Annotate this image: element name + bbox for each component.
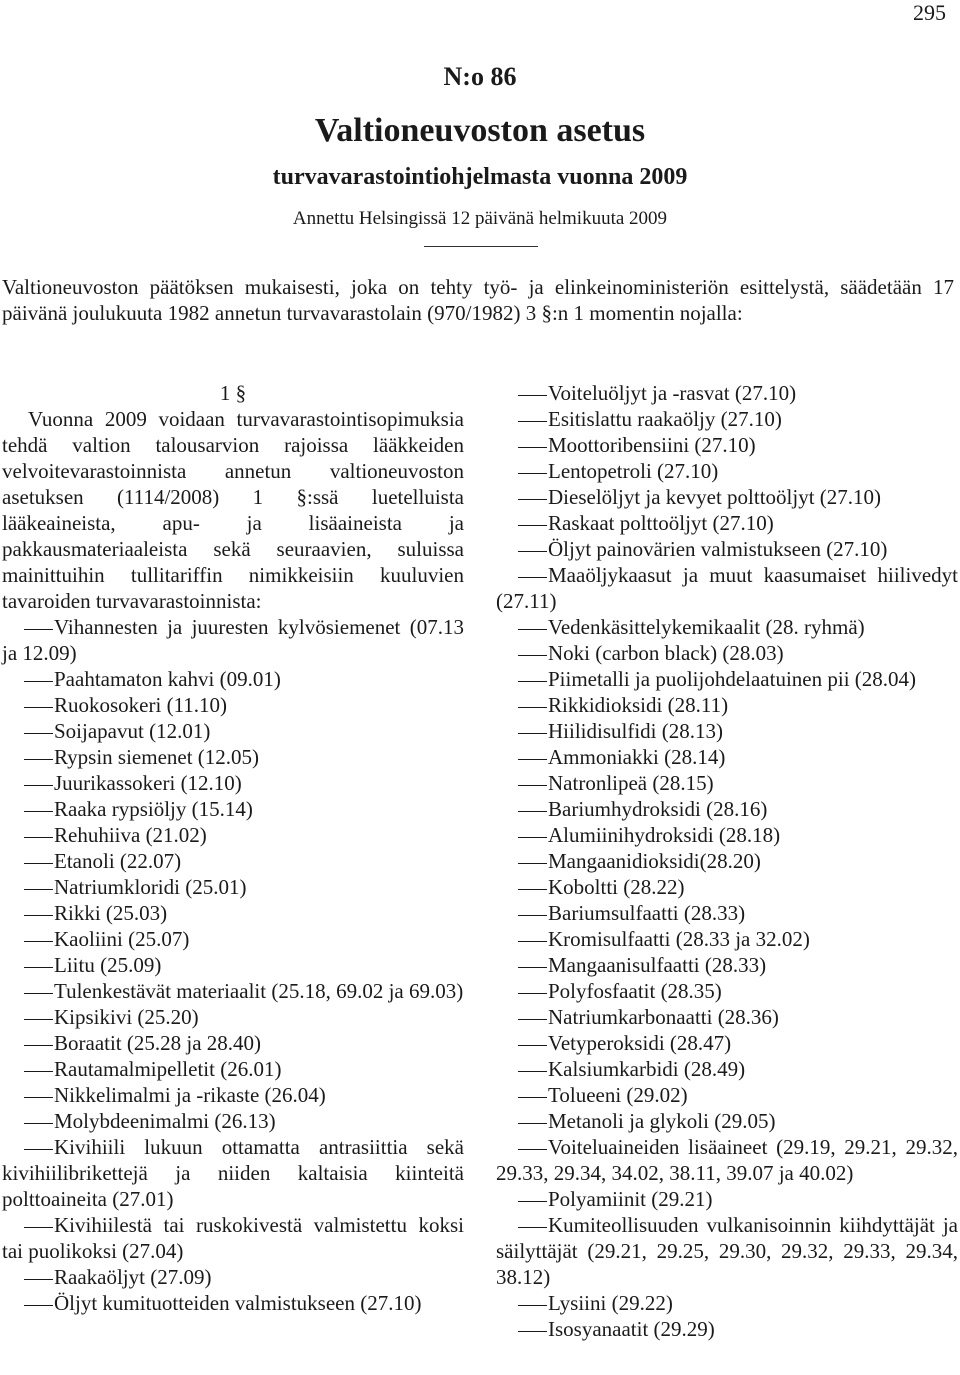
list-item-text: Nikkelimalmi ja -rikaste (26.04)	[54, 1083, 326, 1107]
list-item	[496, 926, 958, 952]
list-item	[496, 1186, 958, 1212]
em-dash-mark	[518, 993, 547, 994]
list-item-text: Mangaanidioksidi(28.20)	[548, 849, 761, 873]
em-dash-mark	[24, 707, 53, 708]
page-number: 295	[913, 0, 946, 25]
list-item-text: Liitu (25.09)	[54, 953, 162, 977]
em-dash-mark	[518, 811, 547, 812]
list-item-text: Hiilidisulfidi (28.13)	[548, 719, 723, 743]
em-dash-mark	[24, 785, 53, 786]
list-item-text: Vihannesten ja juuresten kylvösiemenet (07.13 ja 12.09)	[2, 615, 464, 665]
list-item	[496, 874, 958, 900]
em-dash-mark	[518, 967, 547, 968]
list-item	[2, 1134, 464, 1212]
list-item-text: Alumiinihydroksidi (28.18)	[548, 823, 781, 847]
section-heading: 1 §	[219, 381, 247, 405]
em-dash-mark	[24, 1097, 53, 1098]
list-item-text: Vetyperoksidi (28.47)	[548, 1031, 732, 1055]
em-dash-mark	[24, 889, 53, 890]
list-item	[496, 406, 958, 432]
list-item	[2, 952, 464, 978]
em-dash-mark	[518, 1019, 547, 1020]
list-item	[496, 744, 958, 770]
list-item	[496, 380, 958, 406]
em-dash-mark	[24, 1071, 53, 1072]
list-item-text: Polyfosfaatit (28.35)	[548, 979, 722, 1003]
list-item	[2, 718, 464, 744]
em-dash-mark	[24, 1279, 53, 1280]
list-item-text: Tulenkestävät materiaalit (25.18, 69.02 ja 69.03)	[54, 979, 464, 1003]
decree-number: N:o 86	[443, 62, 517, 91]
page-title: Valtioneuvoston asetus	[314, 112, 646, 149]
list-item-text: Kromisulfaatti (28.33 ja 32.02)	[548, 927, 810, 951]
list-item	[2, 770, 464, 796]
page-subtitle: turvavarastointiohjelmasta vuonna 2009	[272, 164, 688, 190]
list-item-text: Voiteluöljyt ja -rasvat (27.10)	[548, 381, 797, 405]
list-item	[2, 744, 464, 770]
list-item-text: Tolueeni (29.02)	[548, 1083, 688, 1107]
left-item-list	[2, 614, 464, 1316]
list-item-text: Natronlipeä (28.15)	[548, 771, 714, 795]
list-item-text: Noki (carbon black) (28.03)	[548, 641, 784, 665]
preamble-paragraph: Valtioneuvoston päätöksen mukaisesti, joka on tehty työ- ja elinkeinoministeriön esittelystä, säädetään 17 päivänä joulukuuta 1982 annetun turvavarastolain (970/1982) 3 §:n 1 momentin nojalla:	[2, 275, 954, 325]
list-item-text: Kumiteollisuuden vulkanisoinnin kiihdyttäjät ja säilyttäjät (29.21, 29.25, 29.30, 29.32, 29.33, 29.34, 38.12)	[496, 1213, 958, 1289]
list-item-text: Koboltti (28.22)	[548, 875, 685, 899]
list-item	[2, 1056, 464, 1082]
list-item-text: Rypsin siemenet (12.05)	[54, 745, 260, 769]
list-item-text: Molybdeenimalmi (26.13)	[54, 1109, 276, 1133]
list-item	[496, 1316, 958, 1342]
list-item-text: Voiteluaineiden lisäaineet (29.19, 29.21, 29.32, 29.33, 29.34, 34.02, 38.11, 39.07 ja 40.02)	[496, 1135, 958, 1185]
list-item-text: Lentopetroli (27.10)	[548, 459, 719, 483]
em-dash-mark	[518, 499, 547, 500]
list-item	[2, 1264, 464, 1290]
em-dash-mark	[518, 1097, 547, 1098]
em-dash-mark	[518, 1227, 547, 1228]
list-item-text: Ruokosokeri (11.10)	[54, 693, 228, 717]
right-item-list	[496, 380, 958, 1342]
em-dash-mark	[518, 733, 547, 734]
list-item-text: Dieselöljyt ja kevyet polttoöljyt (27.10)	[548, 485, 882, 509]
list-item	[2, 1108, 464, 1134]
em-dash-mark	[24, 629, 53, 630]
list-item-text: Kivihiili lukuun ottamatta antrasiittia sekä kivihiilibrikettejä ja niiden kaltaisia kiinteitä polttoaineita (27.01)	[2, 1135, 464, 1211]
list-item	[496, 536, 958, 562]
list-item-text: Vedenkäsittelykemikaalit (28. ryhmä)	[548, 615, 865, 639]
list-item	[496, 1134, 958, 1186]
list-item-text: Isosyanaatit (29.29)	[548, 1317, 715, 1341]
list-item	[496, 510, 958, 536]
em-dash-mark	[24, 837, 53, 838]
list-item-text: Raaka rypsiöljy (15.14)	[54, 797, 253, 821]
em-dash-mark	[24, 811, 53, 812]
list-item-text: Öljyt painovärien valmistukseen (27.10)	[548, 537, 888, 561]
left-column	[2, 380, 464, 1316]
list-item-text: Piimetalli ja puolijohdelaatuinen pii (28.04)	[548, 667, 917, 691]
em-dash-mark	[518, 681, 547, 682]
list-item	[2, 978, 464, 1004]
em-dash-mark	[24, 733, 53, 734]
list-item	[496, 432, 958, 458]
list-item	[496, 640, 958, 666]
list-item-text: Bariumhydroksidi (28.16)	[548, 797, 768, 821]
em-dash-mark	[24, 1305, 53, 1306]
em-dash-mark	[518, 629, 547, 630]
em-dash-mark	[518, 915, 547, 916]
em-dash-mark	[518, 1201, 547, 1202]
list-item	[496, 978, 958, 1004]
list-item	[496, 770, 958, 796]
em-dash-mark	[518, 837, 547, 838]
em-dash-mark	[518, 1071, 547, 1072]
list-item-text: Soijapavut (12.01)	[54, 719, 211, 743]
list-item	[2, 822, 464, 848]
list-item-text: Kipsikivi (25.20)	[54, 1005, 199, 1029]
em-dash-mark	[518, 941, 547, 942]
list-item	[496, 848, 958, 874]
list-item-text: Bariumsulfaatti (28.33)	[548, 901, 746, 925]
list-item	[2, 692, 464, 718]
list-item-text: Metanoli ja glykoli (29.05)	[548, 1109, 776, 1133]
list-item-text: Natriumkloridi (25.01)	[54, 875, 247, 899]
list-item-text: Öljyt kumituotteiden valmistukseen (27.10)	[54, 1291, 422, 1315]
header-divider	[424, 246, 538, 247]
em-dash-mark	[24, 993, 53, 994]
em-dash-mark	[518, 473, 547, 474]
em-dash-mark	[518, 1331, 547, 1332]
em-dash-mark	[518, 551, 547, 552]
list-item	[496, 900, 958, 926]
em-dash-mark	[24, 967, 53, 968]
list-item	[496, 796, 958, 822]
list-item-text: Juurikassokeri (12.10)	[54, 771, 242, 795]
list-item	[496, 1004, 958, 1030]
list-item	[496, 666, 958, 692]
em-dash-mark	[24, 1227, 53, 1228]
em-dash-mark	[24, 681, 53, 682]
list-item	[496, 1056, 958, 1082]
list-item	[496, 1108, 958, 1134]
list-item	[2, 1082, 464, 1108]
list-item	[496, 692, 958, 718]
list-item-text: Rehuhiiva (21.02)	[54, 823, 207, 847]
list-item	[2, 666, 464, 692]
list-item	[496, 1212, 958, 1290]
list-item	[2, 1004, 464, 1030]
em-dash-mark	[24, 915, 53, 916]
em-dash-mark	[518, 759, 547, 760]
list-item	[496, 484, 958, 510]
list-item	[496, 614, 958, 640]
list-item-text: Etanoli (22.07)	[54, 849, 182, 873]
list-item	[496, 718, 958, 744]
list-item	[496, 1082, 958, 1108]
em-dash-mark	[24, 1149, 53, 1150]
list-item-text: Polyamiinit (29.21)	[548, 1187, 713, 1211]
list-item	[2, 614, 464, 666]
list-item	[496, 822, 958, 848]
list-item	[2, 1030, 464, 1056]
list-item-text: Kivihiilestä tai ruskokivestä valmistettu koksi tai puolikoksi (27.04)	[2, 1213, 464, 1263]
list-item-text: Rikkidioksidi (28.11)	[548, 693, 729, 717]
em-dash-mark	[24, 1123, 53, 1124]
em-dash-mark	[518, 707, 547, 708]
list-item-text: Maaöljykaasut ja muut kaasumaiset hiilivedyt (27.11)	[496, 563, 958, 613]
list-item-text: Raakaöljyt (27.09)	[54, 1265, 212, 1289]
list-item	[2, 796, 464, 822]
em-dash-mark	[518, 525, 547, 526]
list-item	[496, 952, 958, 978]
list-item-text: Ammoniakki (28.14)	[548, 745, 726, 769]
list-item	[496, 1030, 958, 1056]
em-dash-mark	[518, 395, 547, 396]
em-dash-mark	[518, 785, 547, 786]
list-item	[2, 874, 464, 900]
em-dash-mark	[24, 863, 53, 864]
list-item-text: Rautamalmipelletit (26.01)	[54, 1057, 282, 1081]
em-dash-mark	[518, 655, 547, 656]
em-dash-mark	[518, 1123, 547, 1124]
list-item-text: Lysiini (29.22)	[548, 1291, 673, 1315]
em-dash-mark	[518, 577, 547, 578]
em-dash-mark	[518, 889, 547, 890]
em-dash-mark	[518, 863, 547, 864]
list-item	[496, 1290, 958, 1316]
right-column	[496, 380, 958, 1342]
list-item-text: Paahtamaton kahvi (09.01)	[54, 667, 281, 691]
em-dash-mark	[24, 1019, 53, 1020]
list-item	[2, 848, 464, 874]
em-dash-mark	[518, 421, 547, 422]
list-item-text: Raskaat polttoöljyt (27.10)	[548, 511, 774, 535]
list-item-text: Esitislattu raakaöljy (27.10)	[548, 407, 782, 431]
list-item-text: Natriumkarbonaatti (28.36)	[548, 1005, 779, 1029]
em-dash-mark	[518, 1149, 547, 1150]
list-item-text: Kalsiumkarbidi (28.49)	[548, 1057, 746, 1081]
section-text: Vuonna 2009 voidaan turvavarastointisopimuksia tehdä valtion talousarvion rajoissa lääkkeiden velvoitevarastoinnista annetun valtioneuvoston asetuksen (1114/2008) 1 §:ssä luetelluista lääkeaineista, apu- ja lisäaineista ja pakkausmateriaaleista sekä seuraavien, suluissa mainittuihin tullitariffin nimikkeisiin kuuluvien tavaroiden turvavarastoinnista:	[2, 407, 464, 613]
em-dash-mark	[518, 447, 547, 448]
given-date-line: Annettu Helsingissä 12 päivänä helmikuuta 2009	[292, 208, 668, 229]
list-item-text: Boraatit (25.28 ja 28.40)	[54, 1031, 262, 1055]
em-dash-mark	[518, 1305, 547, 1306]
em-dash-mark	[24, 941, 53, 942]
list-item	[2, 900, 464, 926]
em-dash-mark	[24, 1045, 53, 1046]
em-dash-mark	[24, 759, 53, 760]
list-item	[496, 562, 958, 614]
list-item	[2, 1212, 464, 1264]
em-dash-mark	[518, 1045, 547, 1046]
list-item	[496, 458, 958, 484]
list-item-text: Mangaanisulfaatti (28.33)	[548, 953, 767, 977]
list-item-text: Moottoribensiini (27.10)	[548, 433, 756, 457]
list-item	[2, 926, 464, 952]
list-item	[2, 1290, 464, 1316]
list-item-text: Kaoliini (25.07)	[54, 927, 190, 951]
list-item-text: Rikki (25.03)	[54, 901, 168, 925]
